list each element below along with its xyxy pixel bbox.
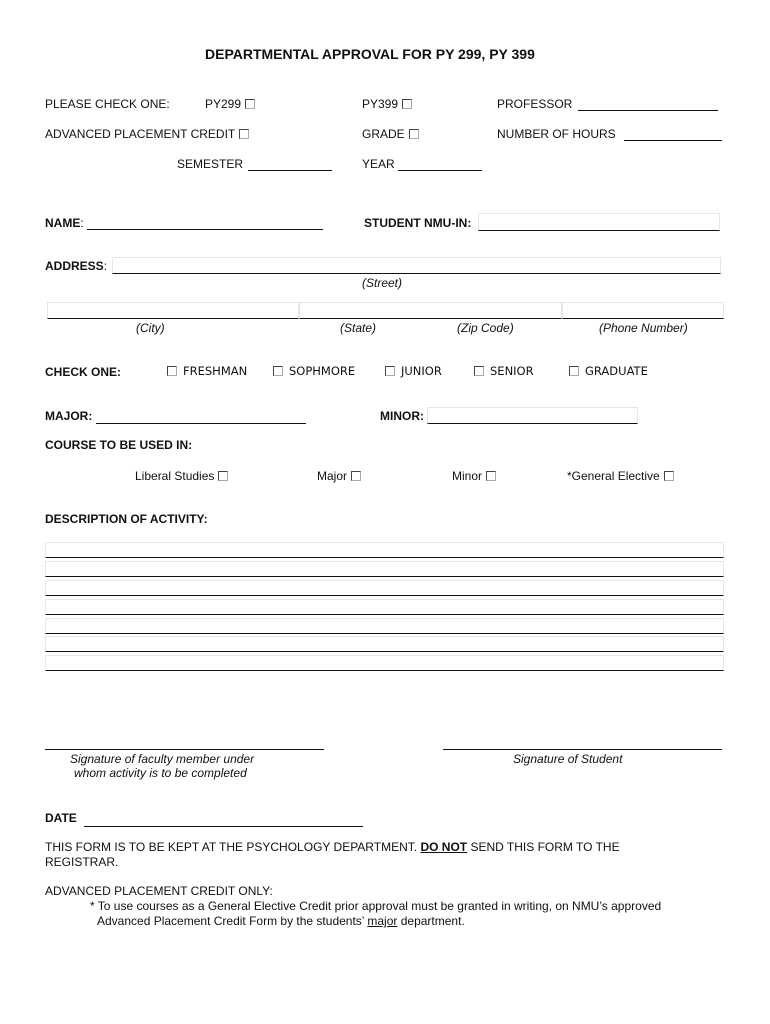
course-use-label: COURSE TO BE USED IN: <box>45 438 193 452</box>
form-title: DEPARTMENTAL APPROVAL FOR PY 299, PY 399 <box>205 46 535 62</box>
junior-label: JUNIOR <box>401 364 442 378</box>
major-label: MAJOR: <box>45 409 93 423</box>
py299-checkbox[interactable] <box>245 99 255 109</box>
notice-line-2: REGISTRAR. <box>45 855 119 869</box>
date-field[interactable] <box>84 811 363 827</box>
professor-field[interactable] <box>578 95 718 111</box>
name-colon: : <box>80 216 84 230</box>
freshman-checkbox[interactable] <box>167 366 177 376</box>
student-id-label: STUDENT NMU-IN: <box>364 216 472 230</box>
semester-field[interactable] <box>248 155 332 171</box>
description-line-7[interactable] <box>45 655 724 671</box>
city-field[interactable] <box>47 302 299 319</box>
senior-option[interactable] <box>474 364 534 378</box>
notice-part-2: SEND THIS FORM TO THE <box>470 840 620 854</box>
junior-option[interactable] <box>385 364 442 378</box>
sophomore-label: SOPHMORE <box>289 364 356 378</box>
hours-field[interactable] <box>624 125 722 141</box>
ap-only-major: major <box>367 914 398 928</box>
minor-label: MINOR: <box>380 409 424 423</box>
notice-part-1: THIS FORM IS TO BE KEPT AT THE PSYCHOLOGY DEPARTMENT. <box>45 840 418 854</box>
student-signature-caption: Signature of Student <box>513 752 623 766</box>
major-field[interactable] <box>96 408 306 424</box>
ap-only-line-2a: Advanced Placement Credit Form by the students’ <box>97 914 365 928</box>
description-line-2[interactable] <box>45 561 724 577</box>
major-use-checkbox[interactable] <box>351 471 361 481</box>
city-caption: (City) <box>136 321 165 335</box>
faculty-signature-line[interactable] <box>45 749 324 750</box>
grade-checkbox[interactable] <box>409 129 419 139</box>
state-caption: (State) <box>340 321 377 335</box>
student-signature-line[interactable] <box>443 749 722 750</box>
ap-only-line-2c: department. <box>400 914 465 928</box>
graduate-option[interactable] <box>569 364 648 378</box>
name-label: NAME <box>45 216 81 230</box>
grade-option[interactable] <box>362 127 419 141</box>
zip-caption: (Zip Code) <box>457 321 514 335</box>
do-not-emphasis: DO NOT <box>420 840 468 854</box>
general-elective-checkbox[interactable] <box>664 471 674 481</box>
graduate-checkbox[interactable] <box>569 366 579 376</box>
description-label: DESCRIPTION OF ACTIVITY: <box>45 512 208 526</box>
junior-checkbox[interactable] <box>385 366 395 376</box>
liberal-studies-label: Liberal Studies <box>135 469 215 483</box>
description-line-4[interactable] <box>45 599 724 615</box>
sophomore-option[interactable] <box>273 364 355 378</box>
freshman-label: FRESHMAN <box>183 364 248 378</box>
minor-use-checkbox[interactable] <box>486 471 496 481</box>
semester-label: SEMESTER <box>177 157 244 171</box>
py399-checkbox[interactable] <box>402 99 412 109</box>
description-line-6[interactable] <box>45 636 724 652</box>
ap-credit-option[interactable] <box>45 127 249 141</box>
faculty-signature-caption-2: whom activity is to be completed <box>74 766 247 780</box>
ap-only-heading: ADVANCED PLACEMENT CREDIT ONLY: <box>45 884 273 898</box>
py299-label: PY299 <box>205 97 242 111</box>
phone-caption: (Phone Number) <box>599 321 688 335</box>
major-use-option[interactable] <box>317 469 361 483</box>
senior-checkbox[interactable] <box>474 366 484 376</box>
address-label-wrap <box>45 259 107 273</box>
phone-field[interactable] <box>562 302 724 319</box>
ap-credit-checkbox[interactable] <box>239 129 249 139</box>
name-field[interactable] <box>87 214 323 230</box>
ap-only-line-1: * To use courses as a General Elective Credit prior approval must be granted in writing, on NMU’s approved <box>90 899 662 913</box>
notice-line-1 <box>45 840 620 854</box>
py399-label: PY399 <box>362 97 399 111</box>
street-field[interactable] <box>112 257 721 274</box>
graduate-label: GRADUATE <box>585 364 648 378</box>
ap-credit-label: ADVANCED PLACEMENT CREDIT <box>45 127 236 141</box>
please-check-label: PLEASE CHECK ONE: <box>45 97 170 111</box>
py399-option[interactable] <box>362 97 412 111</box>
senior-label: SENIOR <box>490 364 534 378</box>
state-zip-field[interactable] <box>299 302 562 319</box>
liberal-studies-option[interactable] <box>135 469 228 483</box>
year-label: YEAR <box>362 157 395 171</box>
minor-field[interactable] <box>427 407 638 424</box>
freshman-option[interactable] <box>167 364 247 378</box>
py299-option[interactable] <box>205 97 255 111</box>
general-elective-option[interactable] <box>567 469 674 483</box>
year-field[interactable] <box>398 155 482 171</box>
description-line-5[interactable] <box>45 618 724 634</box>
date-label: DATE <box>45 811 77 825</box>
faculty-signature-caption-1: Signature of faculty member under <box>70 752 255 766</box>
check-one-label: CHECK ONE: <box>45 365 122 379</box>
major-use-label: Major <box>317 469 348 483</box>
professor-label: PROFESSOR <box>497 97 573 111</box>
description-line-1[interactable] <box>45 542 724 558</box>
description-line-3[interactable] <box>45 580 724 596</box>
student-id-field[interactable] <box>478 213 720 231</box>
minor-use-label: Minor <box>452 469 483 483</box>
sophomore-checkbox[interactable] <box>273 366 283 376</box>
address-colon: : <box>103 259 108 273</box>
address-label: ADDRESS <box>45 259 104 273</box>
general-elective-label: *General Elective <box>567 469 660 483</box>
minor-use-option[interactable] <box>452 469 496 483</box>
name-label-wrap <box>45 216 84 230</box>
ap-only-line-2 <box>97 914 465 928</box>
street-caption: (Street) <box>362 276 403 290</box>
liberal-studies-checkbox[interactable] <box>218 471 228 481</box>
grade-label: GRADE <box>362 127 405 141</box>
hours-label: NUMBER OF HOURS <box>497 127 616 141</box>
